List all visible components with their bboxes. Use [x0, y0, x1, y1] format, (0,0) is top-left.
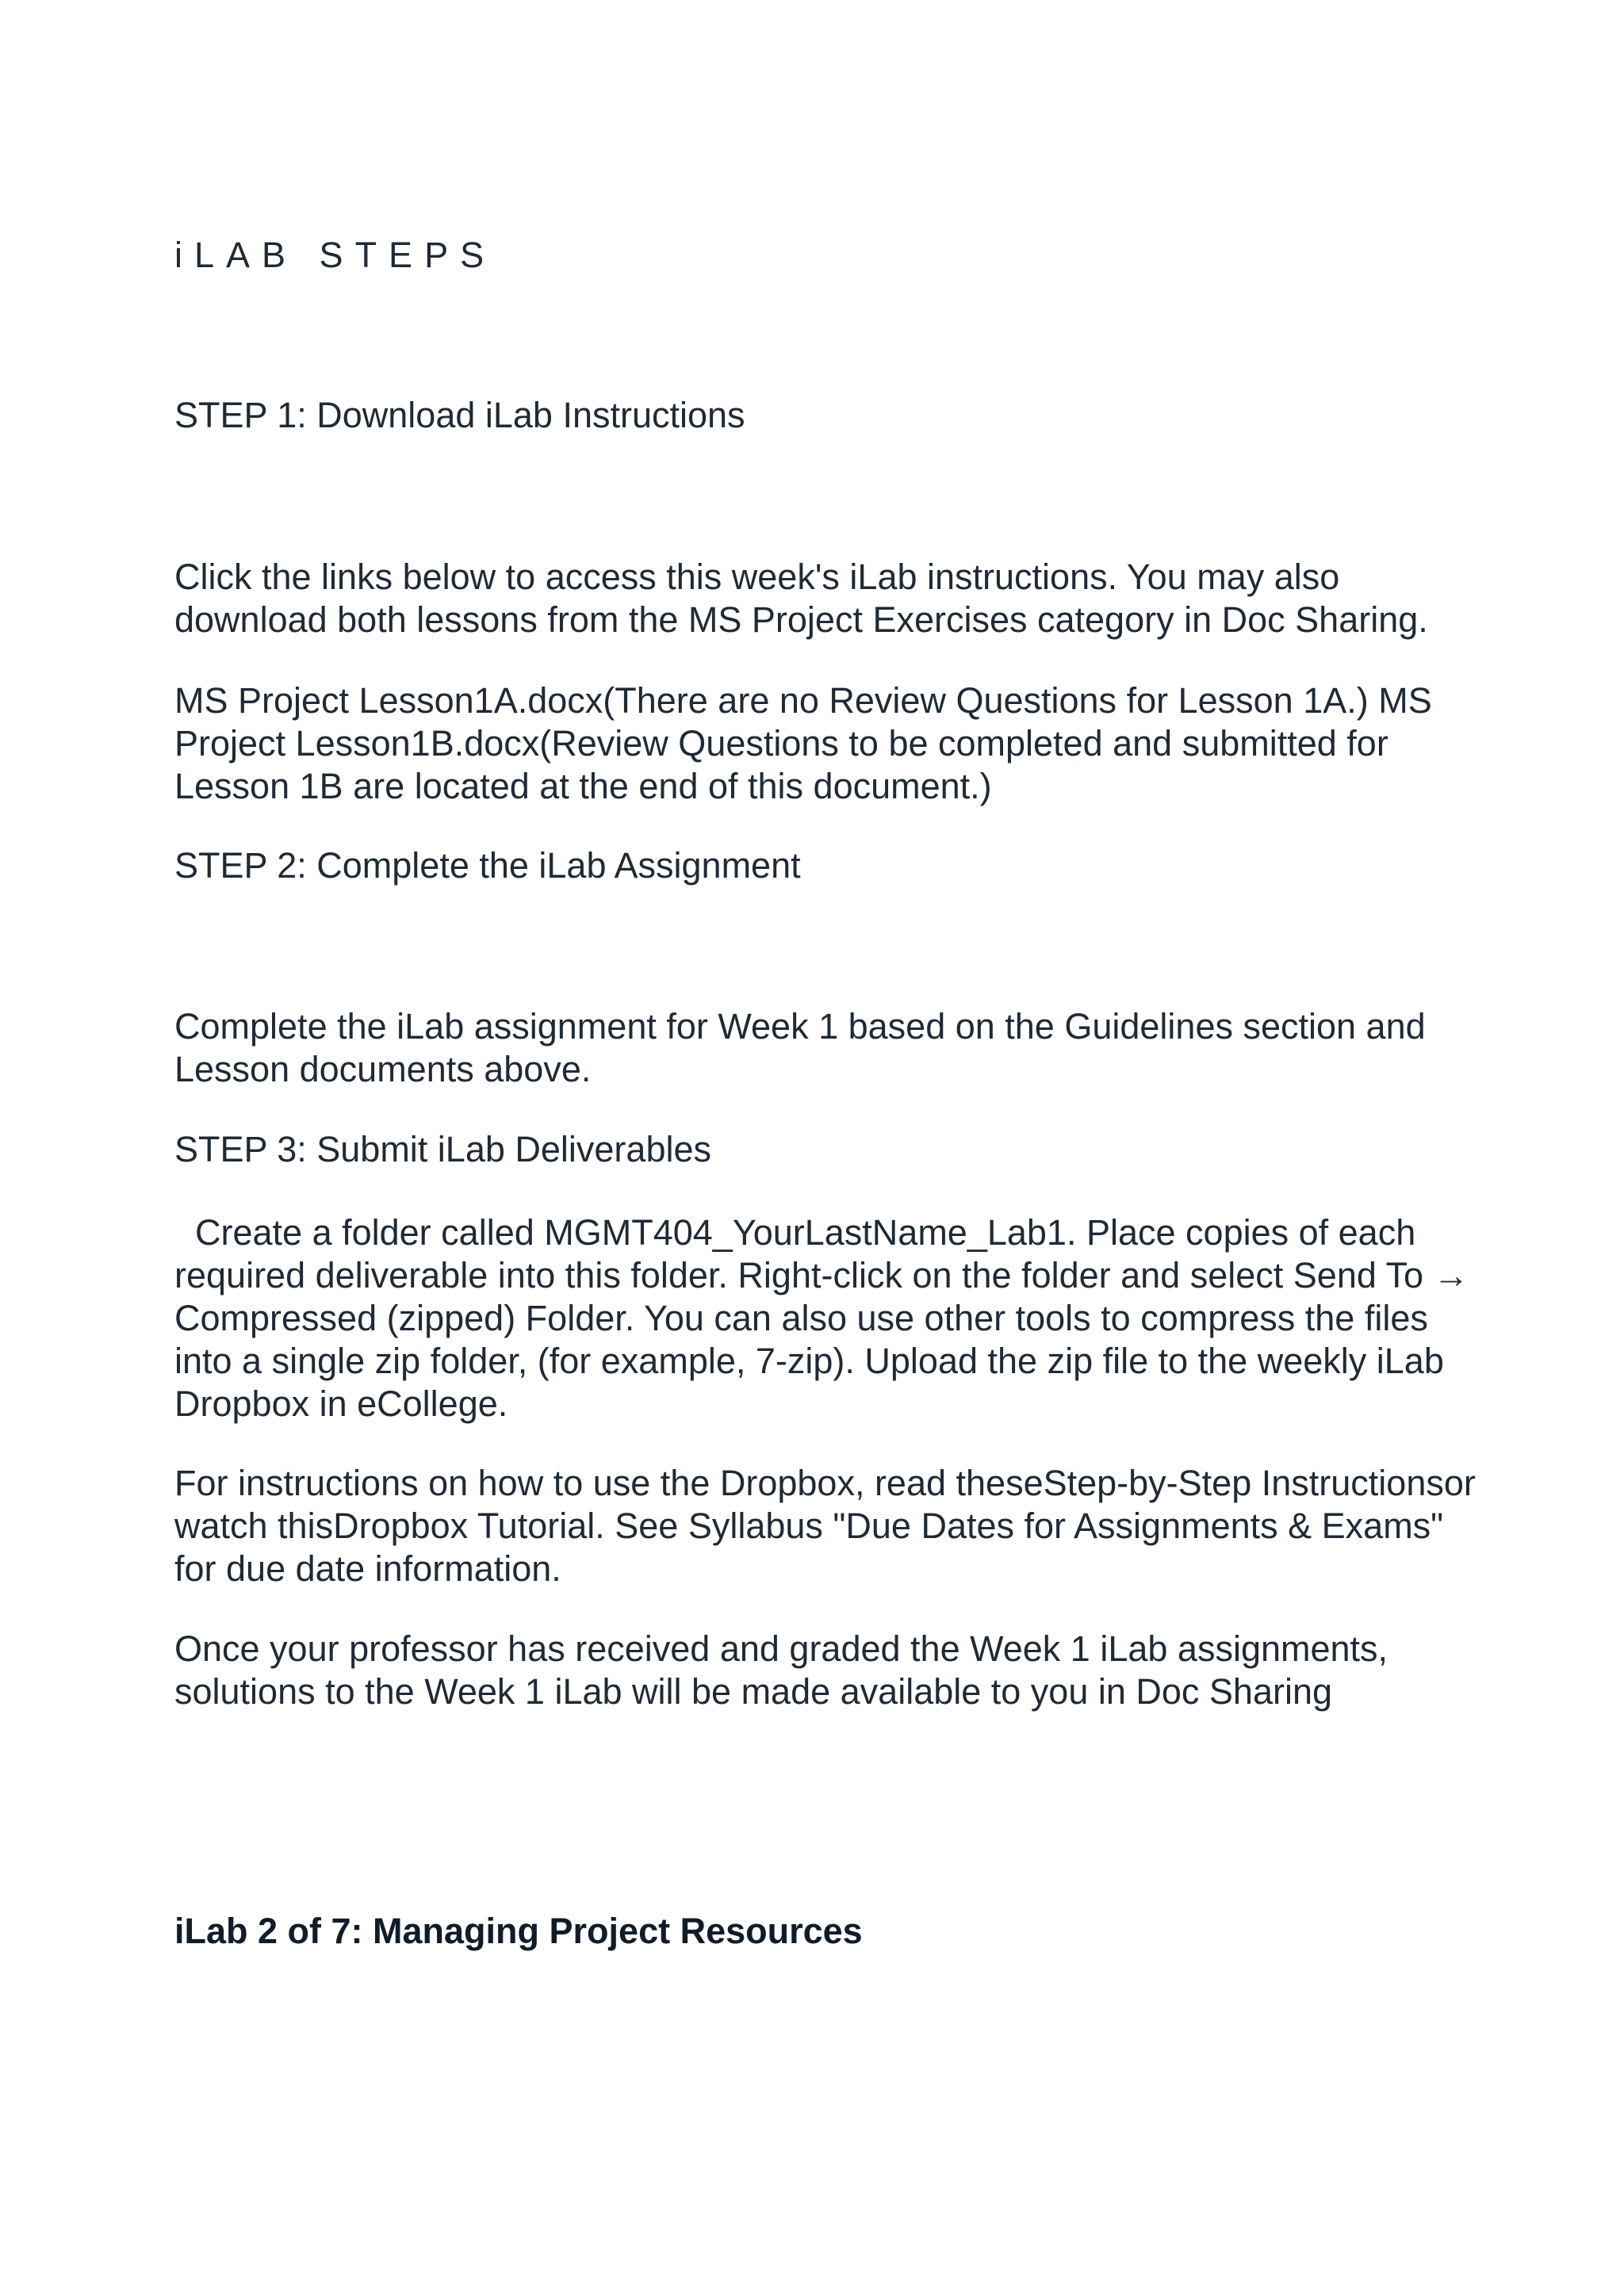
page-heading: iLAB STEPS — [174, 235, 496, 275]
step2-title: STEP 2: Complete the iLab Assignment — [174, 845, 801, 886]
step3-body-paragraph: Create a folder called MGMT404_YourLastName_Lab1. Place copies of each required deliverable into this folder. Right-click on the folder and select Send To → Compressed (zipped) Folder. You can also use other tools to compress the files into a single zip folder, (for example, 7-zip). Upload the zip file to the weekly iLab Dropbox in eCollege. — [174, 1212, 1469, 1424]
next-lab-title: iLab 2 of 7: Managing Project Resources — [174, 1911, 863, 1951]
step1-title: STEP 1: Download iLab Instructions — [174, 395, 745, 435]
solutions-note-paragraph: Once your professor has received and graded the Week 1 iLab assignments, solutions to the Week 1 iLab will be made available to you in Doc Sharing — [174, 1628, 1388, 1712]
step3-title: STEP 3: Submit iLab Deliverables — [174, 1129, 711, 1169]
dropbox-instructions-paragraph: For instructions on how to use the Dropbox, read theseStep-by-Step Instructionsor watch thisDropbox Tutorial. See Syllabus "Due Dates for Assignments & Exams" for due date information. — [174, 1463, 1476, 1589]
step2-body-paragraph: Complete the iLab assignment for Week 1 based on the Guidelines section and Lesson documents above. — [174, 1006, 1426, 1089]
step1-intro-paragraph: Click the links below to access this week's iLab instructions. You may also download both lessons from the MS Project Exercises category in Doc Sharing. — [174, 557, 1428, 640]
step1-lessons-paragraph: MS Project Lesson1A.docx(There are no Review Questions for Lesson 1A.) MS Project Lesson1B.docx(Review Questions to be completed and submitted for Lesson 1B are located at the end of this document.) — [174, 680, 1432, 806]
